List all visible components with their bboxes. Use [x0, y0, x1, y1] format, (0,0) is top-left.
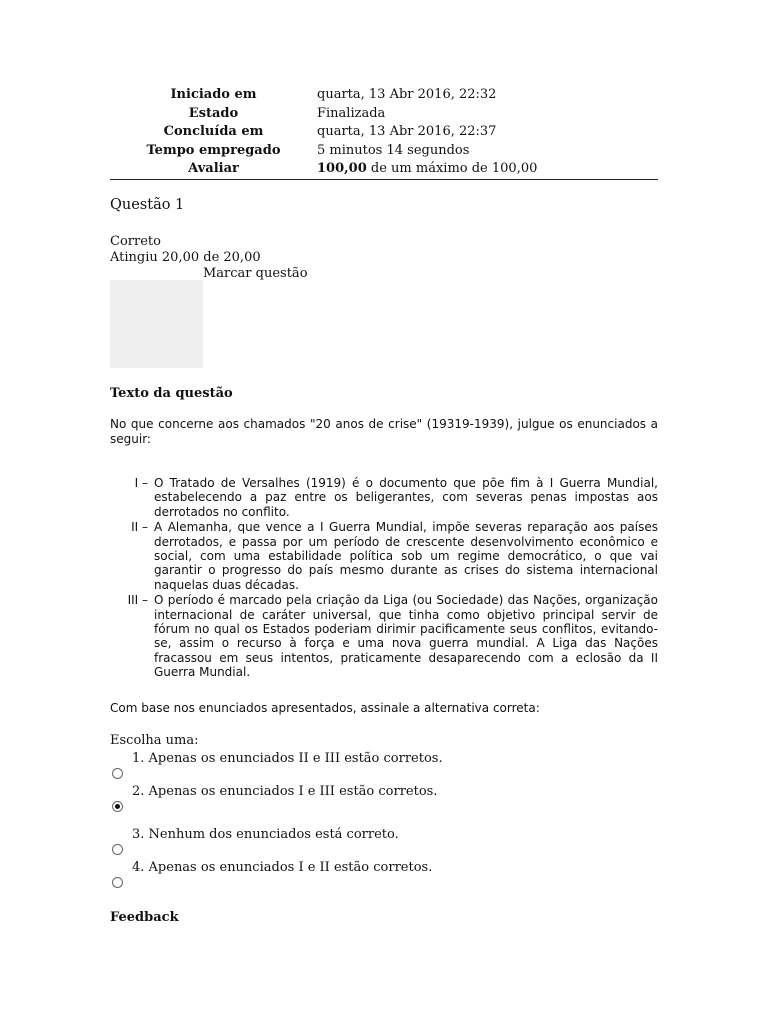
statement-number: III – [127, 593, 148, 608]
summary-value: quarta, 13 Abr 2016, 22:37 [317, 124, 497, 140]
radio-button[interactable] [112, 844, 123, 855]
summary-label: Iniciado em [170, 87, 257, 102]
summary-label: Tempo empregado [146, 142, 281, 158]
summary-row-time [110, 142, 658, 161]
answer-option-label[interactable]: 2. Apenas os enunciados I e III estão corretos. [132, 784, 438, 799]
summary-label: Estado [188, 105, 239, 121]
summary-row-state [110, 105, 658, 124]
statements-list [110, 476, 658, 681]
question-title: Questão 1 [110, 197, 185, 213]
answer-option-label[interactable]: 1. Apenas os enunciados II e III estão corretos. [132, 751, 443, 766]
choose-label: Escolha uma: [110, 733, 199, 748]
answer-option-label[interactable]: 3. Nenhum dos enunciados está correto. [132, 827, 399, 842]
flag-icon[interactable] [110, 280, 203, 368]
grade-score: 100,00 [317, 161, 367, 177]
radio-button[interactable] [112, 768, 123, 779]
statement-number: II – [131, 520, 148, 535]
summary-value: Finalizada [317, 105, 386, 121]
statement-text: O período é marcado pela criação da Liga (ou Sociedade) das Nações, organização internacional de caráter universal, que tinha como objetivo principal servir de fórum no qual os Estados poderiam dirimir pacificamente seus conflitos, evitando-se, assim o recurso à força e uma nova guerra mundial. A Liga das Nações fracassou em seus intentos, praticamente desaparecendo com a eclosão da II Guerra Mundial. [154, 593, 658, 680]
statement-text: A Alemanha, que vence a I Guerra Mundial, impõe severas reparação aos países derrotados, e passa por um período de crescente desenvolvimento econômico e social, com uma estabilidade política sob um regime democrático, o que vai garantir o progresso do país mesmo durante as crises do sistema internacional naquelas duas décadas. [154, 520, 658, 592]
answer-option[interactable] [110, 751, 658, 783]
statement-number: I – [134, 476, 148, 490]
summary-value [317, 160, 658, 179]
flag-question-link[interactable]: Marcar questão [203, 266, 308, 281]
feedback-heading: Feedback [110, 910, 179, 925]
summary-label: Concluída em [163, 124, 264, 140]
summary-value: 5 minutos 14 segundos [317, 142, 470, 158]
question-status: Correto [110, 234, 161, 249]
statement-text: O Tratado de Versalhes (1919) é o documento que põe fim à I Guerra Mundial, estabelecendo a paz entre os beligerantes, com severas penas impostas aos derrotados no conflito. [154, 476, 658, 519]
answer-option-label[interactable]: 4. Apenas os enunciados I e II estão corretos. [132, 860, 433, 875]
statement-item [110, 476, 658, 519]
summary-value: quarta, 13 Abr 2016, 22:32 [317, 87, 497, 102]
question-text-heading: Texto da questão [110, 386, 233, 401]
answer-option[interactable] [110, 860, 658, 892]
radio-button[interactable] [112, 801, 123, 812]
answer-option[interactable] [110, 784, 658, 816]
grade-max: de um máximo de 100,00 [366, 161, 538, 177]
question-intro: No que concerne aos chamados "20 anos de crise" (19319-1939), julgue os enunciados a seguir: [110, 417, 658, 446]
radio-button[interactable] [112, 877, 123, 888]
statement-item [110, 520, 658, 592]
summary-row-started [110, 86, 658, 105]
question-prompt: Com base nos enunciados apresentados, assinale a alternativa correta: [110, 701, 540, 715]
summary-label: Avaliar [110, 160, 317, 179]
summary-row-completed [110, 123, 658, 142]
question-grade: Atingiu 20,00 de 20,00 [110, 250, 261, 265]
summary-row-grade [110, 160, 658, 179]
statement-item [110, 593, 658, 679]
answer-option[interactable] [110, 827, 658, 859]
question-status-block [110, 234, 261, 266]
attempt-summary-table [110, 86, 658, 180]
